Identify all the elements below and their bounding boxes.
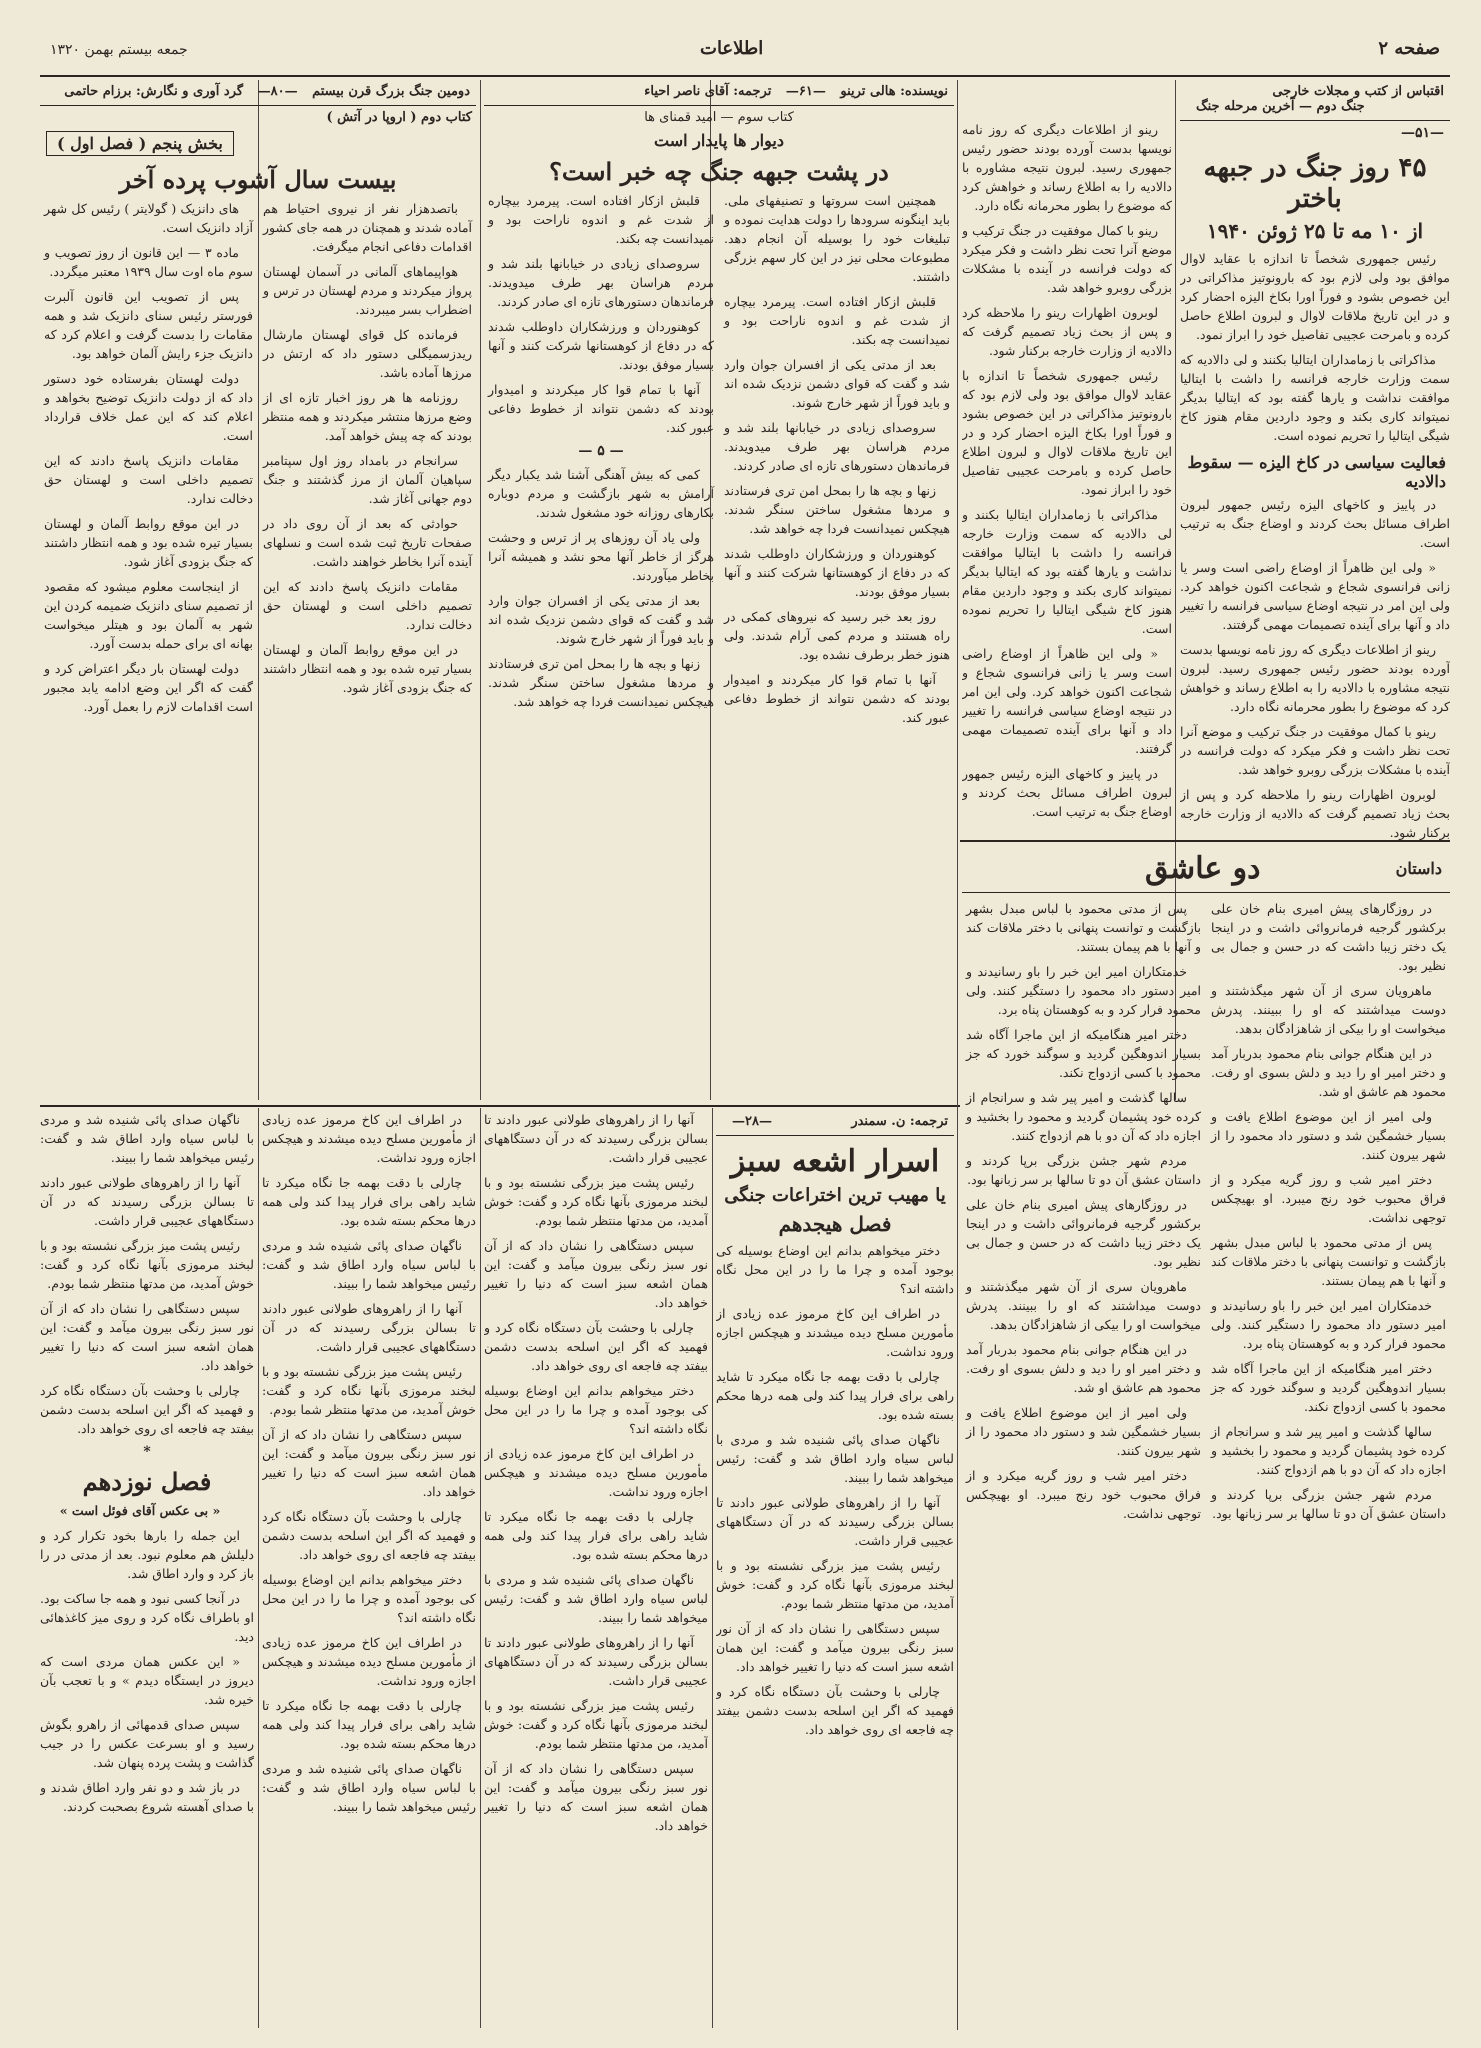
story-paragraph: در روزگارهای پیش امیری بنام خان علی برکشور گرجیه فرمانروائی داشت و در اینجا یک دختر زیبا داشت که در حسن و جمال بی نظیر بود. bbox=[1211, 901, 1446, 973]
chapter-nineteen-title: فصل نوزدهم bbox=[82, 1467, 212, 1496]
twenty-years-paragraph: دولت لهستان بفرستاده خود دستور داد که از دولت دانزیک توضیح بخواهد و اعلام کند که این عمل خلاف قرارداد است. bbox=[44, 370, 253, 443]
twenty-years-book: کتاب دوم ( اروپا در آتش ) bbox=[326, 110, 472, 125]
twenty-years-paragraph: باتصدهزار نفر از نیروی احتیاط هم آماده شدند و همچنان در همه جای کشور اقدامات دفاعی انجام میگرفت. bbox=[263, 200, 472, 254]
green-ray-paragraph: سپس دستگاهی را نشان داد که از آن نور سبز رنگی بیرون میآمد و گفت: این همان اشعه سبز است که دنیا را تغییر خواهد داد. bbox=[40, 1301, 254, 1373]
war-paragraph: مذاکراتی با زمامداران ایتالیا بکنند و لی دالادیه که سمت وزارت خارجه فرانسه را داشت با ایتالیا موافقت نداشت و یارها گفته بود که ایتالیا بدیگر نمیتواند کاری بکند و وجود داردین مقام هنوز کاخ شیگی ایتالیا را تحریم نموده است. bbox=[1180, 352, 1450, 444]
war-title: ۴۵ روز جنگ در جبهه باختر bbox=[1203, 153, 1427, 215]
war-paragraph: رینو با کمال موفقیت در جنگ ترکیب و موضع آنرا تحت نظر داشت و فکر میکرد که دولت فرانسه در آینده با مشکلات بزرگی روبرو خواهد شد. bbox=[962, 223, 1172, 295]
home-front-kicker: دیوار ها پایدار است bbox=[654, 131, 784, 150]
twenty-years-part: بخش پنجم ( فصل اول ) bbox=[46, 131, 234, 156]
green-ray-paragraph: چارلی با وحشت بآن دستگاه نگاه کرد و فهمید که اگر این اسلحه بدست دشمن بیفتد چه فاجعه ای روی خواهد داد. bbox=[484, 1320, 708, 1373]
twenty-years-paragraph: روزنامه ها هر روز اخبار تازه ای از وضع مرزها منتشر میکردند و همه منتظر بودند که چه پیش خواهد آمد. bbox=[263, 389, 472, 443]
war-paragraph: لوبرون اظهارات رینو را ملاحظه کرد و پس از بحث زیاد تصمیم گرفت که دالادیه از وزارت خارجه برکنار شود. bbox=[962, 305, 1172, 358]
green-ray-continued-1 bbox=[484, 1110, 708, 2025]
home-front-title: در پشت جبهه جنگ چه خبر است؟ bbox=[549, 157, 889, 186]
chapter-nineteen: ناگهان صدای پائی شنیده شد و مردی با لباس سیاه وارد اطاق شد و گفت: رئیس میخواهد شما را ببیند. آنها را از راهروهای طولانی عبور دادند تا بسالن بزرگی رسیدند که در آن دستگاههای عجیبی قرار داشت. رئیس پشت میز بزرگی نشسته بود و با لبخند مرموزی بآنها نگاه کرد و گفت: خوش آمدید، من مدتها منتظر شما بودم. سپس دستگاهی را نشان داد که از آن نور سبز رنگی بیرون میآمد و گفت: این همان اشعه سبز است که دنیا را تغییر خواهد داد. چارلی با وحشت بآن دستگاه نگاه کرد و فهمید که اگر این اسلحه بدست دشمن بیفتد چه فاجعه ای روی خواهد داد. * فصل نوزدهم « بی عکس آقای فوئل است » این جمله را بارها بخود تکرار کرد و دلیلش هم معلوم نبود. بعد از مدتی در را باز کرد و وارد اطاق شد. در آنجا کسی نبود و همه جا ساکت بود. او باطراف نگاه کرد و روی میز کاغذهائی دید. « این عکس همان مردی است که دیروز در ایستگاه دیدم » و با تعجب بآن خیره شد. سپس صدای قدمهائی از راهرو بگوش رسید و او بسرعت عکس را در جیب گذاشت و پشت پرده پنهان شد. در باز شد و دو نفر وارد اطاق شدند و با صدای آهسته شروع بصحبت کردند. bbox=[40, 1112, 254, 1815]
green-ray-paragraph: سپس دستگاهی را نشان داد که از آن نور سبز رنگی بیرون میآمد و گفت: این همان اشعه سبز است که دنیا را تغییر خواهد داد. bbox=[262, 1427, 476, 1499]
green-ray-title: اسرار اشعه سبز bbox=[730, 1144, 940, 1179]
green-ray-paragraph: در اطراف این کاخ مرموز عده زیادی از مأمورین مسلح دیده میشدند و هیچکس اجازه ورود نداشت. bbox=[262, 1112, 476, 1165]
twenty-years-article bbox=[40, 80, 476, 1100]
war-stripe: اقتباس از کتب و مجلات خارجی جنگ دوم — آخرین مرحله جنگ bbox=[1180, 80, 1450, 121]
chapter-nineteen-paragraph: این جمله را بارها بخود تکرار کرد و دلیلش هم معلوم نبود. بعد از مدتی در را باز کرد و وارد اطاق شد. bbox=[40, 1528, 254, 1582]
home-front-paragraph: بعد از مدتی یکی از افسران جوان وارد شد و گفت که قوای دشمن نزدیک شده اند و باید فوراً از شهر خارج شوند. bbox=[488, 592, 714, 646]
war-article bbox=[1180, 80, 1450, 840]
story-paragraph: ولی امیر از این موضوع اطلاع یافت و بسیار خشمگین شد و دستور داد محمود را از شهر بیرون کنند. bbox=[966, 1405, 1201, 1458]
story-paragraph: ولی امیر از این موضوع اطلاع یافت و بسیار خشمگین شد و دستور داد محمود را از شهر بیرون کنند. bbox=[1211, 1109, 1446, 1162]
story-paragraph: سالها گذشت و امیر پیر شد و سرانجام از کرده خود پشیمان گردید و محمود را بخشید و اجازه داد که آن دو با هم ازدواج کنند. bbox=[966, 1090, 1201, 1143]
green-ray-paragraph: آنها را از راهروهای طولانی عبور دادند تا بسالن بزرگی رسیدند که در آن دستگاههای عجیبی قرار داشت. bbox=[262, 1301, 476, 1354]
green-ray-paragraph: ناگهان صدای پائی شنیده شد و مردی با لباس سیاه وارد اطاق شد و گفت: رئیس میخواهد شما را ببیند. bbox=[716, 1432, 954, 1486]
home-front-paragraph: کوهنوردان و ورزشکاران داوطلب شدند که در دفاع از کوهستانها شرکت کنند و آنها بسیار موفق بودند. bbox=[724, 545, 950, 599]
green-ray-paragraph: چارلی با وحشت بآن دستگاه نگاه کرد و فهمید که اگر این اسلحه بدست دشمن بیفتد چه فاجعه ای روی خواهد داد. bbox=[716, 1684, 954, 1738]
home-front-paragraph: سروصدای زیادی در خیابانها بلند شد و مردم هراسان بهر طرف میدویدند. فرماندهان دستورهای تازه ای صادر کردند. bbox=[488, 255, 714, 309]
story-paragraph: در این هنگام جوانی بنام محمود بدربار آمد و دختر امیر او را دید و دلش بسوی او رفت. محمود هم عاشق او شد. bbox=[1211, 1046, 1446, 1099]
green-ray-paragraph: چارلی با دقت بهمه جا نگاه میکرد تا شاید راهی برای فرار پیدا کند ولی همه درها محکم بسته شده بود. bbox=[716, 1369, 954, 1423]
story-paragraph: پس از مدتی محمود با لباس مبدل بشهر بازگشت و توانست پنهانی با دختر ملاقات کند و آنها با هم پیمان بستند. bbox=[1211, 1235, 1446, 1288]
home-front-paragraph: زنها و بچه ها را بمحل امن تری فرستادند و مردها مشغول ساختن سنگر شدند. هیچکس نمیدانست فردا چه خواهد شد. bbox=[724, 482, 950, 536]
home-front-paragraph: زنها و بچه ها را بمحل امن تری فرستادند و مردها مشغول ساختن سنگر شدند. هیچکس نمیدانست فردا چه خواهد شد. bbox=[488, 655, 714, 709]
war-paragraph: رینو از اطلاعات دیگری که روز نامه نویسها بدست آورده بودند حضور رئیس جمهوری رسید. لبرون نتیجه مشاوره با دالادیه را به اطلاع رساند و خواهش کرد که موضوع را بطور محرمانه نگاه دارد. bbox=[1180, 642, 1450, 715]
green-ray-paragraph: چارلی با دقت بهمه جا نگاه میکرد تا شاید راهی برای فرار پیدا کند ولی همه درها محکم بسته شده بود. bbox=[262, 1698, 476, 1751]
newspaper-name: اطلاعات bbox=[700, 38, 764, 59]
twenty-years-paragraph: در این موقع روابط آلمان و لهستان بسیار تیره شده بود و همه انتظار داشتند که جنگ بزودی آغاز شود. bbox=[44, 515, 253, 569]
war-number: —۵۱— bbox=[1400, 125, 1444, 141]
green-ray-paragraph: ناگهان صدای پائی شنیده شد و مردی با لباس سیاه وارد اطاق شد و گفت: رئیس میخواهد شما را ببیند. bbox=[262, 1761, 476, 1814]
green-ray-paragraph: رئیس پشت میز بزرگی نشسته بود و با لبخند مرموزی بآنها نگاه کرد و گفت: خوش آمدید، من مدتها منتظر شما بودم. bbox=[484, 1175, 708, 1228]
green-ray-paragraph: رئیس پشت میز بزرگی نشسته بود و با لبخند مرموزی بآنها نگاه کرد و گفت: خوش آمدید، من مدتها منتظر شما بودم. bbox=[262, 1364, 476, 1417]
green-ray-paragraph: ناگهان صدای پائی شنیده شد و مردی با لباس سیاه وارد اطاق شد و گفت: رئیس میخواهد شما را ببیند. bbox=[484, 1572, 708, 1625]
green-ray-paragraph: دختر میخواهم بدانم این اوضاع بوسیله کی بوجود آمده و چرا ما را در این محل نگاه داشته اند؟ bbox=[716, 1243, 954, 1297]
twenty-years-paragraph: در این موقع روابط آلمان و لهستان بسیار تیره شده بود و همه انتظار داشتند که جنگ بزودی آغاز شود. bbox=[263, 641, 472, 695]
green-ray-serial bbox=[716, 1110, 954, 2025]
story-paragraph: در روزگارهای پیش امیری بنام خان علی برکشور گرجیه فرمانروائی داشت و در اینجا یک دختر زیبا داشت که در حسن و جمال بی نظیر بود. bbox=[966, 1197, 1201, 1269]
war-paragraph: در پاییز و کاخهای الیزه رئیس جمهور لبرون اطراف مسائل بحث کردند و اوضاع جنگ به ترتیب است. bbox=[962, 766, 1172, 819]
green-ray-paragraph: سپس دستگاهی را نشان داد که از آن نور سبز رنگی بیرون میآمد و گفت: این همان اشعه سبز است که دنیا را تغییر خواهد داد. bbox=[484, 1238, 708, 1310]
story-section bbox=[962, 845, 1450, 2025]
war-paragraph: رینو با کمال موفقیت در جنگ ترکیب و موضع آنرا تحت نظر داشت و فکر میکرد که دولت فرانسه در آینده با مشکلات بزرگی روبرو خواهد شد. bbox=[1180, 724, 1450, 778]
green-ray-paragraph: چارلی با دقت بهمه جا نگاه میکرد تا شاید راهی برای فرار پیدا کند ولی همه درها محکم بسته شده بود. bbox=[262, 1175, 476, 1228]
green-ray-paragraph: رئیس پشت میز بزرگی نشسته بود و با لبخند مرموزی بآنها نگاه کرد و گفت: خوش آمدید، من مدتها منتظر شما بودم. bbox=[716, 1558, 954, 1612]
war-subheading: فعالیت سیاسی در کاخ الیزه — سقوط دالادیه bbox=[1187, 453, 1446, 492]
green-ray-paragraph: ناگهان صدای پائی شنیده شد و مردی با لباس سیاه وارد اطاق شد و گفت: رئیس میخواهد شما را ببیند. bbox=[40, 1112, 254, 1165]
home-front-paragraph: بعد از مدتی یکی از افسران جوان وارد شد و گفت که قوای دشمن نزدیک شده اند و باید فوراً از شهر خارج شوند. bbox=[724, 356, 950, 410]
green-ray-paragraph: چارلی با دقت بهمه جا نگاه میکرد تا شاید راهی برای فرار پیدا کند ولی همه درها محکم بسته شده بود. bbox=[484, 1509, 708, 1562]
twenty-years-paragraph: دولت لهستان بار دیگر اعتراض کرد و گفت که اگر این وضع ادامه یابد مجبور است اقدامات لازم را بعمل آورد. bbox=[44, 660, 253, 714]
story-paragraph: در این هنگام جوانی بنام محمود بدربار آمد و دختر امیر او را دید و دلش بسوی او رفت. محمود هم عاشق او شد. bbox=[966, 1342, 1201, 1395]
green-ray-chapter: فصل هیجدهم bbox=[778, 1212, 892, 1237]
green-ray-paragraph: سپس دستگاهی را نشان داد که از آن نور سبز رنگی بیرون میآمد و گفت: این همان اشعه سبز است که دنیا را تغییر خواهد داد. bbox=[716, 1621, 954, 1675]
story-paragraph: دختر امیر شب و روز گریه میکرد و از فراق محبوب خود رنج میبرد. او بهیچکس توجهی نداشت. bbox=[1211, 1172, 1446, 1225]
green-ray-paragraph: در اطراف این کاخ مرموز عده زیادی از مأمورین مسلح دیده میشدند و هیچکس اجازه ورود نداشت. bbox=[262, 1635, 476, 1688]
twenty-years-paragraph: مقامات دانزیک پاسخ دادند که این تصمیم داخلی است و لهستان حق دخالت ندارد. bbox=[263, 578, 472, 632]
story-paragraph: دختر امیر هنگامیکه از این ماجرا آگاه شد بسیار اندوهگین گردید و سوگند خورد که جز محمود با کسی ازدواج نکند. bbox=[1211, 1361, 1446, 1414]
story-paragraph: مردم شهر جشن بزرگی برپا کردند و داستان عشق آن دو تا سالها بر سر زبانها بود. bbox=[966, 1153, 1201, 1187]
home-front-paragraph: روز بعد خبر رسید که نیروهای کمکی در راه هستند و مردم کمی آرام شدند. ولی هنوز خطر برطرف نشده بود. bbox=[724, 608, 950, 662]
twenty-years-paragraph: سرانجام در بامداد روز اول سپتامبر سپاهیان آلمان از مرز گذشتند و جنگ دوم جهانی آغاز شد. bbox=[263, 452, 472, 506]
story-paragraph: ماهرویان سری از آن شهر میگذشتند و دوست میداشتند که او را ببینند. پدرش میخواست او را بیکی از شاهزادگان بدهد. bbox=[1211, 983, 1446, 1036]
green-ray-paragraph: چارلی با وحشت بآن دستگاه نگاه کرد و فهمید که اگر این اسلحه بدست دشمن بیفتد چه فاجعه ای روی خواهد داد. bbox=[262, 1509, 476, 1562]
twenty-years-paragraph: حوادثی که بعد از آن روی داد در صفحات تاریخ ثبت شده است و نسلهای آینده آنرا بخاطر خواهند داشت. bbox=[263, 515, 472, 569]
twenty-years-paragraph: پس از تصویب این قانون آلبرت فورستر رئیس سنای دانزیک شد و همه مقامات را بدست گرفت و اعلام کرد که دانزیک جزء رایش آلمان خواهد بود. bbox=[44, 288, 253, 361]
story-paragraph: مردم شهر جشن بزرگی برپا کردند و داستان عشق آن دو تا سالها بر سر زبانها بود. bbox=[1211, 1487, 1446, 1521]
war-paragraph: « ولی این ظاهراً از اوضاع راضی است وسر یا زانی فرانسوی شجاع و شجاعت اکنون خواهد کرد. ولی این امر در نتیجه اوضاع سیاسی فرانسه را تغییر داد و آنها برای آینده تصمیمات مهمی گرفتند. bbox=[962, 646, 1172, 756]
home-front-stripe: نویسنده: هالی ترینو —۶۱— ترجمه: آقای ناصر احیاء bbox=[484, 80, 954, 106]
twenty-years-title: بیست سال آشوب پرده آخر bbox=[119, 165, 397, 194]
war-paragraph: در پاییز و کاخهای الیزه رئیس جمهور لبرون اطراف مسائل بحث کردند و اوضاع جنگ به ترتیب است. bbox=[1180, 497, 1450, 551]
green-ray-paragraph: آنها را از راهروهای طولانی عبور دادند تا بسالن بزرگی رسیدند که در آن دستگاههای عجیبی قرار داشت. bbox=[484, 1112, 708, 1165]
story-paragraph: دختر امیر هنگامیکه از این ماجرا آگاه شد بسیار اندوهگین گردید و سوگند خورد که جز محمود با کسی ازدواج نکند. bbox=[966, 1027, 1201, 1080]
story-paragraph: سالها گذشت و امیر پیر شد و سرانجام از کرده خود پشیمان گردید و محمود را بخشید و اجازه داد که آن دو با هم ازدواج کنند. bbox=[1211, 1424, 1446, 1477]
green-ray-paragraph: دختر میخواهم بدانم این اوضاع بوسیله کی بوجود آمده و چرا ما را در این محل نگاه داشته اند؟ bbox=[262, 1572, 476, 1625]
masthead bbox=[40, 30, 1450, 77]
chapter-nineteen-paragraph: در آنجا کسی نبود و همه جا ساکت بود. او باطراف نگاه کرد و روی میز کاغذهائی دید. bbox=[40, 1591, 254, 1645]
story-paragraph: دختر امیر شب و روز گریه میکرد و از فراق محبوب خود رنج میبرد. او بهیچکس توجهی نداشت. bbox=[966, 1468, 1201, 1521]
green-ray-subtitle: یا مهیب ترین اختراعات جنگی bbox=[724, 1185, 946, 1206]
war-paragraph: « ولی این ظاهراً از اوضاع راضی است وسر یا زانی فرانسوی شجاع و شجاعت اکنون خواهد کرد. ولی این امر در نتیجه اوضاع سیاسی فرانسه را تغییر داد و آنها برای آینده تصمیمات مهمی گرفتند. bbox=[1180, 560, 1450, 633]
story-paragraph: خدمتکاران امیر این خبر را باو رسانیدند و امیر دستور داد محمود را دستگیر کنند. ولی محمود فرار کرد و به کوهستان پناه برد. bbox=[1211, 1298, 1446, 1351]
green-ray-paragraph: سپس دستگاهی را نشان داد که از آن نور سبز رنگی بیرون میآمد و گفت: این همان اشعه سبز است که دنیا را تغییر خواهد داد. bbox=[484, 1761, 708, 1833]
war-paragraph: مذاکراتی با زمامداران ایتالیا بکنند و لی دالادیه که سمت وزارت خارجه فرانسه را داشت با ایتالیا موافقت نداشت و یارها گفته بود که ایتالیا بدیگر نمیتواند کاری بکند و وجود داردین مقام هنوز کاخ شیگی ایتالیا را تحریم نموده است. bbox=[962, 507, 1172, 636]
home-front-note: کتاب سوم — امید قمنای ها bbox=[644, 110, 794, 125]
home-front-paragraph: آنها با تمام قوا کار میکردند و امیدوار بودند که دشمن نتواند از خطوط دفاعی عبور کند. bbox=[724, 671, 950, 725]
twenty-years-paragraph: مقامات دانزیک پاسخ دادند که این تصمیم داخلی است و لهستان حق دخالت ندارد. bbox=[44, 452, 253, 506]
issue-date: جمعه بیستم بهمن ۱۳۲۰ bbox=[50, 42, 188, 58]
green-ray-paragraph: آنها را از راهروهای طولانی عبور دادند تا بسالن بزرگی رسیدند که در آن دستگاههای عجیبی قرار داشت. bbox=[716, 1495, 954, 1549]
twenty-years-stripe: دومین جنگ بزرگ قرن بیستم —۸۰— گرد آوری و نگارش: برزام حاتمی bbox=[40, 80, 476, 106]
green-ray-paragraph: آنها را از راهروهای طولانی عبور دادند تا بسالن بزرگی رسیدند که در آن دستگاههای عجیبی قرار داشت. bbox=[40, 1175, 254, 1228]
war-date: از ۱۰ مه تا ۲۵ ژوئن ۱۹۴۰ bbox=[1206, 219, 1424, 244]
chapter-nineteen-paragraph: در باز شد و دو نفر وارد اطاق شدند و با صدای آهسته شروع بصحبت کردند. bbox=[40, 1780, 254, 1815]
green-ray-paragraph: آنها را از راهروهای طولانی عبور دادند تا بسالن بزرگی رسیدند که در آن دستگاههای عجیبی قرار داشت. bbox=[484, 1635, 708, 1688]
twenty-years-paragraph: از اینجاست معلوم میشود که مقصود از تصمیم سنای دانزیک ضمیمه کردن این شهر به آلمان بود و هیتلر میخواست بهانه ای برای حمله بدست آورد. bbox=[44, 578, 253, 651]
green-ray-paragraph: رئیس پشت میز بزرگی نشسته بود و با لبخند مرموزی بآنها نگاه کرد و گفت: خوش آمدید، من مدتها منتظر شما بودم. bbox=[484, 1698, 708, 1751]
home-front-paragraph: قلبش ازکار افتاده است. پیرمرد بیچاره از شدت غم و اندوه ناراحت بود و نمیدانست چه بکند. bbox=[724, 293, 950, 347]
green-ray-continued-2 bbox=[262, 1110, 476, 2025]
green-ray-paragraph: چارلی با وحشت بآن دستگاه نگاه کرد و فهمید که اگر این اسلحه بدست دشمن بیفتد چه فاجعه ای روی خواهد داد. bbox=[40, 1383, 254, 1436]
war-article-continued bbox=[962, 80, 1172, 840]
twenty-years-paragraph: ماده ۳ — این قانون از روز تصویب و سوم ماه اوت سال ۱۹۳۹ معتبر میگردد. bbox=[44, 244, 253, 279]
story-paragraph: خدمتکاران امیر این خبر را باو رسانیدند و امیر دستور داد محمود را دستگیر کنند. ولی محمود فرار کرد و به کوهستان پناه برد. bbox=[966, 964, 1201, 1017]
home-front-paragraph: آنها با تمام قوا کار میکردند و امیدوار بودند که دشمن نتواند از خطوط دفاعی عبور کند. bbox=[488, 381, 714, 435]
chapter-nineteen-paragraph: سپس صدای قدمهائی از راهرو بگوش رسید و او بسرعت عکس را در جیب گذاشت و پشت پرده پنهان شد. bbox=[40, 1717, 254, 1771]
home-front-paragraph: قلبش ازکار افتاده است. پیرمرد بیچاره از شدت غم و اندوه ناراحت بود و نمیدانست چه بکند. bbox=[488, 192, 714, 246]
green-ray-stripe: ترجمه: ن. سمندر —۲۸— bbox=[716, 1110, 954, 1136]
page-number: صفحه ۲ bbox=[1378, 38, 1440, 59]
home-front-paragraph: سروصدای زیادی در خیابانها بلند شد و مردم هراسان بهر طرف میدویدند. فرماندهان دستورهای تازه ای صادر کردند. bbox=[724, 419, 950, 473]
war-paragraph: رینو از اطلاعات دیگری که روز نامه نویسها بدست آورده بودند حضور رئیس جمهوری رسید. لبرون نتیجه مشاوره با دالادیه را به اطلاع رساند و خواهش کرد که موضوع را بطور محرمانه نگاه دارد. bbox=[962, 122, 1172, 213]
twenty-years-paragraph: های دانزیک ( گولایتر ) رئیس کل شهر آزاد دانزیک است. bbox=[44, 200, 253, 235]
home-front-paragraph: کمی که بیش آهنگی آشنا شد یکبار دیگر آرامش به شهر بازگشت و مردم دوباره بکارهای روزانه خود مشغول شدند. bbox=[488, 466, 714, 520]
home-front-paragraph: همچنین است سروتها و تصنیفهای ملی. باید اینگونه سرودها را دولت هدایت نموده و تبلیغات خود را بوسیله آن انجام دهد. مطبوعات محلی نیز در این کار سهم بزرگی داشتند. bbox=[724, 192, 950, 284]
twenty-years-paragraph: فرمانده کل قوای لهستان مارشال ریدزسمیگلی دستور داد که ارتش در مرزها آماده باشد. bbox=[263, 326, 472, 380]
home-front-paragraph: کوهنوردان و ورزشکاران داوطلب شدند که در دفاع از کوهستانها شرکت کنند و آنها بسیار موفق بودند. bbox=[488, 318, 714, 372]
story-title: دو عاشق bbox=[1145, 851, 1261, 886]
story-paragraph: پس از مدتی محمود با لباس مبدل بشهر بازگشت و توانست پنهانی با دختر ملاقات کند و آنها با هم پیمان بستند. bbox=[966, 901, 1201, 954]
story-paragraph: ماهرویان سری از آن شهر میگذشتند و دوست میداشتند که او را ببینند. پدرش میخواست او را بیکی از شاهزادگان بدهد. bbox=[966, 1279, 1201, 1332]
story-label: داستان bbox=[1395, 859, 1442, 878]
green-ray-paragraph: رئیس پشت میز بزرگی نشسته بود و با لبخند مرموزی بآنها نگاه کرد و گفت: خوش آمدید، من مدتها منتظر شما بودم. bbox=[40, 1238, 254, 1291]
green-ray-paragraph: در اطراف این کاخ مرموز عده زیادی از مأمورین مسلح دیده میشدند و هیچکس اجازه ورود نداشت. bbox=[484, 1446, 708, 1499]
green-ray-paragraph: در اطراف این کاخ مرموز عده زیادی از مأمورین مسلح دیده میشدند و هیچکس اجازه ورود نداشت. bbox=[716, 1306, 954, 1360]
twenty-years-paragraph: هواپیماهای آلمانی در آسمان لهستان پرواز میکردند و مردم لهستان در ترس و اضطراب بسر میبردند. bbox=[263, 263, 472, 317]
home-front-article: نویسنده: هالی ترینو —۶۱— ترجمه: آقای ناصر احیاء کتاب سوم — امید قمنای ها دیوار ها پایدار است در پشت جبهه جنگ چه خبر است؟ همچنین است سروتها و تصنیفهای ملی. باید اینگونه سرودها را دولت هدایت نموده و تبلیغات خود را بوسیله آن انجام دهد. مطبوعات محلی نیز در این کار سهم بزرگی داشتند. قلبش ازکار افتاده است. پیرمرد بیچاره از شدت غم و اندوه ناراحت بود و نمیدانست چه بکند. بعد از مدتی یکی از افسران جوان وارد شد و گفت که قوای دشمن نزدیک شده اند و باید فوراً از شهر خارج شوند. سروصدای زیادی در خیابانها بلند شد و مردم هراسان بهر طرف میدویدند. فرماندهان دستورهای تازه ای صادر کردند. زنها و بچه ها را بمحل امن تری فرستادند و مردها مشغول ساختن سنگر شدند. هیچکس نمیدانست فردا چه خواهد شد. کوهنوردان و ورزشکاران داوطلب شدند که در دفاع از کوهستانها شرکت کنند و آنها بسیار موفق بودند. روز بعد خبر رسید که نیروهای کمکی در راه هستند و مردم کمی آرام شدند. ولی هنوز خطر برطرف نشده بود. آنها با تمام قوا کار میکردند و امیدوار بودند که دشمن نتواند از خطوط دفاعی عبور کند. قلبش ازکار افتاده است. پیرمرد بیچاره از شدت غم و اندوه ناراحت بود و نمیدانست چه بکند. سروصدای زیادی در خیابانها بلند شد و مردم هراسان بهر طرف میدویدند. فرماندهان دستورهای تازه ای صادر کردند. کوهنوردان و ورزشکاران داوطلب شدند که در دفاع از کوهستانها شرکت کنند و آنها بسیار موفق بودند. آنها با تمام قوا کار میکردند و امیدوار بودند که دشمن نتواند از خطوط دفاعی عبور کند. — ۵ — کمی که بیش آهنگی آشنا شد یکبار دیگر آرامش به شهر بازگشت و مردم دوباره بکارهای روزانه خود مشغول شدند. ولی یاد آن روزهای پر از ترس و وحشت هرگز از خاطر آنها محو نشد و همیشه آنرا بخاطر میآوردند. بعد از مدتی یکی از افسران جوان وارد شد و گفت که قوای دشمن نزدیک شده اند و باید فوراً از شهر خارج شوند. زنها و بچه ها را بمحل امن تری فرستادند و مردها مشغول ساختن سنگر شدند. هیچکس نمیدانست فردا چه خواهد شد. bbox=[484, 80, 954, 1100]
green-ray-paragraph: دختر میخواهم بدانم این اوضاع بوسیله کی بوجود آمده و چرا ما را در این محل نگاه داشته اند؟ bbox=[484, 1383, 708, 1436]
war-paragraph: لوبرون اظهارات رینو را ملاحظه کرد و پس از بحث زیاد تصمیم گرفت که دالادیه از وزارت خارجه برکنار شود. bbox=[1180, 787, 1450, 840]
war-paragraph: رئیس جمهوری شخصاً تا اندازه با عقاید لاوال موافق بود ولی لازم بود که بارونوتیز مذاکراتی در این خصوص بشود و فوراً اورا بکاخ الیزه احضار کرد و در این تاریخ ملاقات لاوال و لبرون اطلاع حاصل کرده و بامرحت عجیبی تفاصیل خود را ابراز نمود. bbox=[962, 368, 1172, 497]
chapter-nineteen-paragraph: « این عکس همان مردی است که دیروز در ایستگاه دیدم » و با تعجب بآن خیره شد. bbox=[40, 1654, 254, 1708]
home-front-paragraph: ولی یاد آن روزهای پر از ترس و وحشت هرگز از خاطر آنها محو نشد و همیشه آنرا بخاطر میآوردند. bbox=[488, 529, 714, 583]
chapter-nineteen-paragraph: « بی عکس آقای فوئل است » bbox=[59, 1503, 221, 1519]
green-ray-paragraph: ناگهان صدای پائی شنیده شد و مردی با لباس سیاه وارد اطاق شد و گفت: رئیس میخواهد شما را ببیند. bbox=[262, 1238, 476, 1291]
war-paragraph: رئیس جمهوری شخصاً تا اندازه با عقاید لاوال موافق بود ولی لازم بود که بارونوتیز مذاکراتی در این خصوص بشود و فوراً اورا بکاخ الیزه احضار کرد و در این تاریخ ملاقات لاوال و لبرون اطلاع حاصل کرده و بامرحت عجیبی تفاصیل خود را ابراز نمود. bbox=[1180, 251, 1450, 343]
